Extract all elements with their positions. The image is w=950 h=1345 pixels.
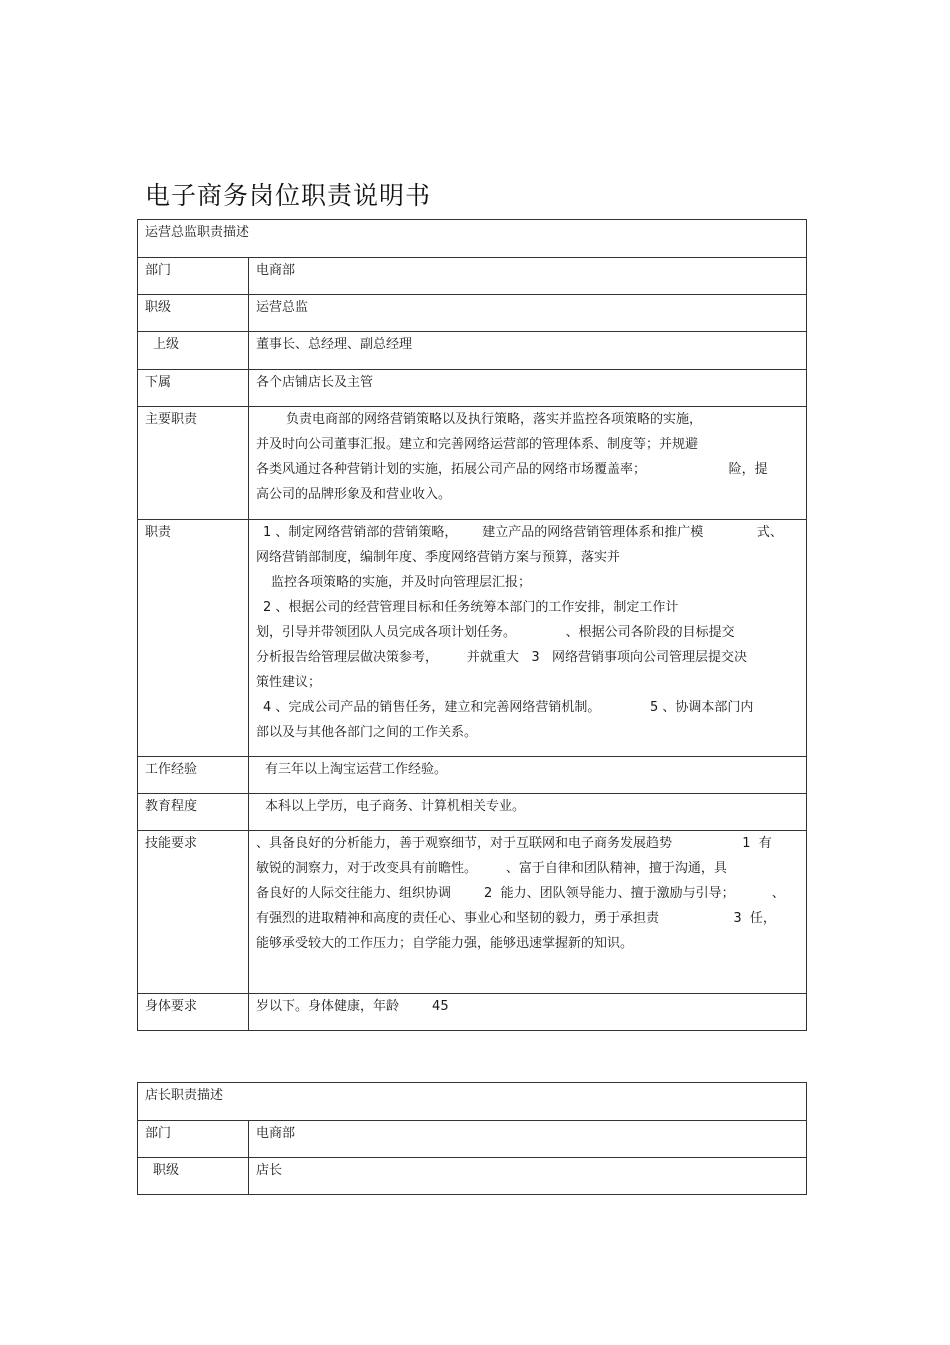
skills-line: 能够承受较大的工作压力；自学能力强，能够迅速掌握新的知识。 xyxy=(256,936,634,951)
dept-value: 电商部 xyxy=(249,1121,807,1158)
duty-value xyxy=(249,520,807,757)
skills-line: 有强烈的进取精神和高度的责任心、事业心和坚韧的毅力，勇于承担责 3 任， xyxy=(256,911,776,926)
dept-label: 部门 xyxy=(138,258,249,295)
level-label: 职级 xyxy=(138,1158,249,1195)
skills-line: 敏锐的洞察力，对于改变具有前瞻性。 、富于自律和团队精神，擅于沟通，具 xyxy=(256,861,727,876)
level-label: 职级 xyxy=(138,295,249,332)
experience-label: 工作经验 xyxy=(138,757,249,794)
duty-line: 2 、根据公司的经营管理目标和任务统筹本部门的工作安排，制定工作计 xyxy=(263,600,679,615)
skills-line: 、具备良好的分析能力，善于观察细节，对于互联网和电子商务发展趋势 1 有 xyxy=(256,836,772,851)
table-header: 店长职责描述 xyxy=(138,1083,807,1121)
duty-line: 网络营销部制度，编制年度、季度网络营销方案与预算，落实并 xyxy=(256,550,621,565)
subordinate-label: 下属 xyxy=(138,370,249,407)
physical-label: 身体要求 xyxy=(138,994,249,1031)
level-value: 运营总监 xyxy=(249,295,807,332)
operations-director-table xyxy=(137,219,807,1031)
skills-label: 技能要求 xyxy=(138,831,249,994)
main-duty-label: 主要职责 xyxy=(138,407,249,520)
education-label: 教育程度 xyxy=(138,794,249,831)
level-value: 店长 xyxy=(249,1158,807,1195)
store-manager-table xyxy=(137,1082,807,1195)
skills-value xyxy=(249,831,807,994)
skills-line: 备良好的人际交往能力、组织协调 2 能力、团队领导能力、擅于激励与引导； 、 xyxy=(256,886,785,901)
superior-label: 上级 xyxy=(138,332,249,370)
duty-line: 1 、制定网络营销部的营销策略， 建立产品的网络营销管理体系和推广模 式、 xyxy=(263,525,783,540)
main-duty-line: 负责电商部的网络营销策略以及执行策略，落实并监控各项策略的实施， xyxy=(286,412,703,427)
superior-value: 董事长、总经理、副总经理 xyxy=(249,332,807,370)
education-value: 本科以上学历，电子商务、计算机相关专业。 xyxy=(249,794,807,831)
table-header: 运营总监职责描述 xyxy=(138,220,807,258)
experience-value: 有三年以上淘宝运营工作经验。 xyxy=(249,757,807,794)
dept-label: 部门 xyxy=(138,1121,249,1158)
main-duty-value xyxy=(249,407,807,520)
document-title: 电子商务岗位职责说明书 xyxy=(145,181,432,210)
duty-line: 部以及与其他各部门之间的工作关系。 xyxy=(256,725,478,740)
main-duty-line: 并及时向公司董事汇报。建立和完善网络运营部的管理体系、制度等；并规避 xyxy=(256,437,699,452)
duty-line: 分析报告给管理层做决策参考， 并就重大 3 网络营销事项向公司管理层提交决 xyxy=(256,650,747,665)
main-duty-line: 高公司的品牌形象及和营业收入。 xyxy=(256,487,452,502)
duty-line: 划，引导并带领团队人员完成各项计划任务。 、根据公司各阶段的目标提交 xyxy=(256,625,735,640)
duty-line: 4 、完成公司产品的销售任务，建立和完善网络营销机制。 5 、协调本部门内 xyxy=(263,700,754,715)
dept-value: 电商部 xyxy=(249,258,807,295)
physical-value: 岁以下。身体健康，年龄 45 xyxy=(249,994,807,1031)
subordinate-value: 各个店铺店长及主管 xyxy=(249,370,807,407)
main-duty-line: 各类风通过各种营销计划的实施，拓展公司产品的网络市场覆盖率； 险，提 xyxy=(256,462,768,477)
duty-line: 策性建议； xyxy=(256,675,322,690)
duty-label: 职责 xyxy=(138,520,249,757)
duty-line: 监控各项策略的实施，并及时向管理层汇报； xyxy=(271,575,532,590)
